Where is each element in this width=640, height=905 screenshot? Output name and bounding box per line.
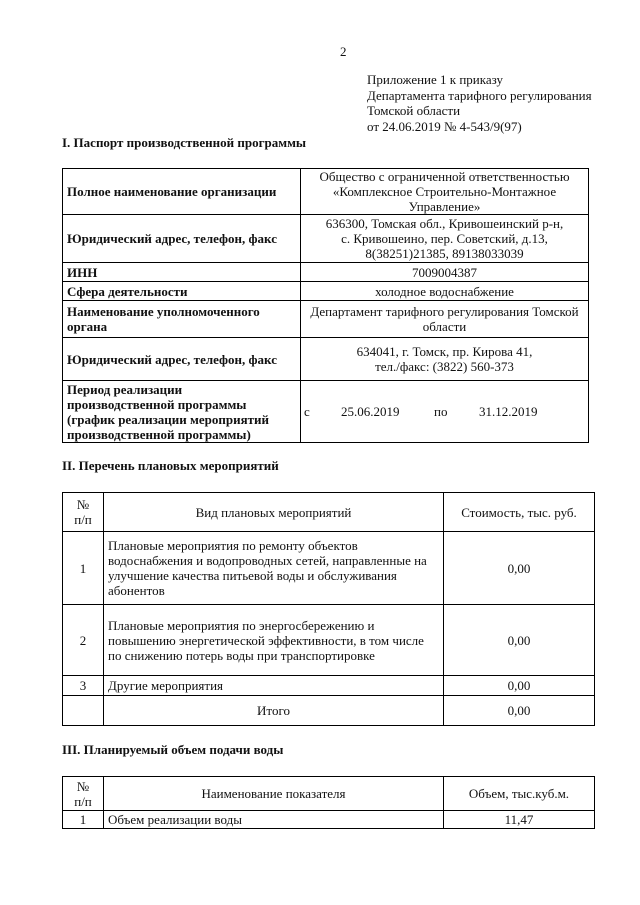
total-label-cell: Итого: [104, 696, 444, 726]
row-volume-cell: 11,47: [444, 811, 595, 829]
period-from-word: с: [304, 404, 310, 419]
header-num: п/п: [74, 512, 92, 527]
table-row: [63, 263, 589, 282]
passport-label-cell: [63, 381, 301, 443]
row-name: водоснабжения и водопроводных сетей, направленные на: [108, 553, 427, 568]
passport-value-cell: [301, 301, 589, 338]
period-label: производственной программы: [67, 396, 247, 412]
passport-value: 636300, Томская обл., Кривошеинский р-н,: [325, 216, 564, 231]
passport-value-cell: [301, 215, 589, 263]
section-title-water-volume: III. Планируемый объем подачи воды: [62, 742, 284, 757]
row-name-cell: [104, 676, 444, 696]
table-header-row: [63, 493, 595, 532]
table-row: [63, 169, 589, 215]
table-total-row: [63, 696, 595, 726]
appendix-line: Томской области: [367, 103, 461, 118]
table-row: [63, 338, 589, 381]
passport-value: 634041, г. Томск, пр. Кирова 41,: [356, 344, 533, 359]
period-from-date: 25.06.2019: [341, 404, 400, 419]
table-row: [63, 215, 589, 263]
row-num-cell: 1: [63, 811, 104, 829]
table-row-period: [63, 381, 589, 443]
passport-value-cell: [301, 169, 589, 215]
table-row: [63, 605, 595, 676]
row-num-cell: 1: [63, 532, 104, 605]
row-num-cell: 3: [63, 676, 104, 696]
section-title-passport: I. Паспорт производственной программы: [62, 135, 307, 150]
passport-label: органа: [67, 319, 108, 334]
header-cost-cell: [444, 493, 595, 532]
period-range: [301, 404, 588, 419]
header-cost: Стоимость, тыс. руб.: [461, 504, 577, 520]
row-name: улучшение качества питьевой воды и обслуживания: [108, 568, 397, 583]
header-num: п/п: [74, 793, 92, 809]
header-name-cell: Наименование показателя: [104, 777, 444, 811]
row-cost-cell: 0,00: [444, 605, 595, 676]
row-name: Плановые мероприятия по ремонту объектов: [108, 538, 358, 553]
total-num-cell: [63, 696, 104, 726]
header-num-cell: [63, 777, 104, 811]
section-title-activities: II. Перечень плановых мероприятий: [62, 458, 279, 473]
passport-value-cell: [301, 338, 589, 381]
passport-value: 8(38251)21385, 89138033039: [365, 246, 524, 261]
row-name: Плановые мероприятия по энергосбережению и: [108, 617, 375, 633]
row-num-cell: 2: [63, 605, 104, 676]
passport-value: области: [422, 319, 467, 334]
period-label: Период реализации: [67, 381, 183, 397]
passport-label-cell: [63, 338, 301, 381]
passport-value: с. Кривошеино, пер. Советский, д.13,: [341, 231, 548, 246]
table-row: [63, 532, 595, 605]
period-to-date: 31.12.2019: [479, 404, 538, 419]
activities-table: [62, 492, 595, 726]
passport-value: холодное водоснабжение: [375, 283, 514, 299]
row-name-cell: Объем реализации воды: [104, 811, 444, 829]
passport-value: тел./факс: (3822) 560-373: [375, 359, 514, 374]
appendix-header: [367, 72, 592, 134]
row-cost-cell: 0,00: [444, 532, 595, 605]
passport-label: Юридический адрес, телефон, факс: [67, 231, 277, 246]
row-name-cell: [104, 605, 444, 676]
passport-value-cell: [301, 282, 589, 301]
row-name: повышению энергетической эффективности, в том числе: [108, 632, 424, 648]
passport-value: Общество с ограниченной ответственностью: [319, 169, 570, 184]
table-header-row: [63, 777, 595, 811]
passport-table: [62, 168, 589, 443]
table-row: [63, 282, 589, 301]
total-cost-cell: 0,00: [444, 696, 595, 726]
passport-label: Юридический адрес, телефон, факс: [67, 351, 277, 367]
passport-label-cell: [63, 263, 301, 282]
appendix-line: Приложение 1 к приказу: [367, 72, 504, 87]
passport-value: 7009004387: [412, 264, 477, 280]
period-label: (график реализации мероприятий: [67, 411, 269, 427]
row-name: абонентов: [108, 583, 165, 598]
table-row: [63, 811, 595, 829]
passport-label: Полное наименование организации: [67, 184, 277, 199]
period-value-cell: [301, 381, 589, 443]
passport-label-cell: [63, 301, 301, 338]
header-num: №: [76, 497, 90, 512]
page-number: 2: [340, 44, 347, 59]
header-name: Вид плановых мероприятий: [195, 504, 352, 520]
passport-label: ИНН: [67, 264, 98, 280]
table-row: [63, 301, 589, 338]
passport-value: Управление»: [408, 199, 481, 214]
period-to-word: по: [434, 404, 448, 419]
header-name-cell: [104, 493, 444, 532]
table-row: [63, 676, 595, 696]
water-volume-table: [62, 776, 595, 829]
header-volume-cell: Объем, тыс.куб.м.: [444, 777, 595, 811]
period-label: производственной программы): [67, 426, 251, 442]
header-num: №: [76, 778, 90, 794]
row-name-cell: [104, 532, 444, 605]
passport-label: Наименование уполномоченного: [67, 304, 260, 319]
appendix-line: Департамента тарифного регулирования: [367, 87, 592, 103]
passport-label-cell: [63, 282, 301, 301]
appendix-line: от 24.06.2019 № 4-543/9(97): [367, 118, 522, 134]
row-name: по снижению потерь воды при транспортировке: [108, 647, 375, 663]
passport-label-cell: [63, 169, 301, 215]
row-cost-cell: 0,00: [444, 676, 595, 696]
row-name: Другие мероприятия: [108, 678, 224, 693]
passport-label: Сфера деятельности: [67, 283, 188, 299]
passport-value: «Комплексное Строительно-Монтажное: [332, 184, 557, 199]
header-num-cell: [63, 493, 104, 532]
passport-label-cell: [63, 215, 301, 263]
passport-value: Департамент тарифного регулирования Томской: [310, 304, 579, 319]
passport-value-cell: [301, 263, 589, 282]
